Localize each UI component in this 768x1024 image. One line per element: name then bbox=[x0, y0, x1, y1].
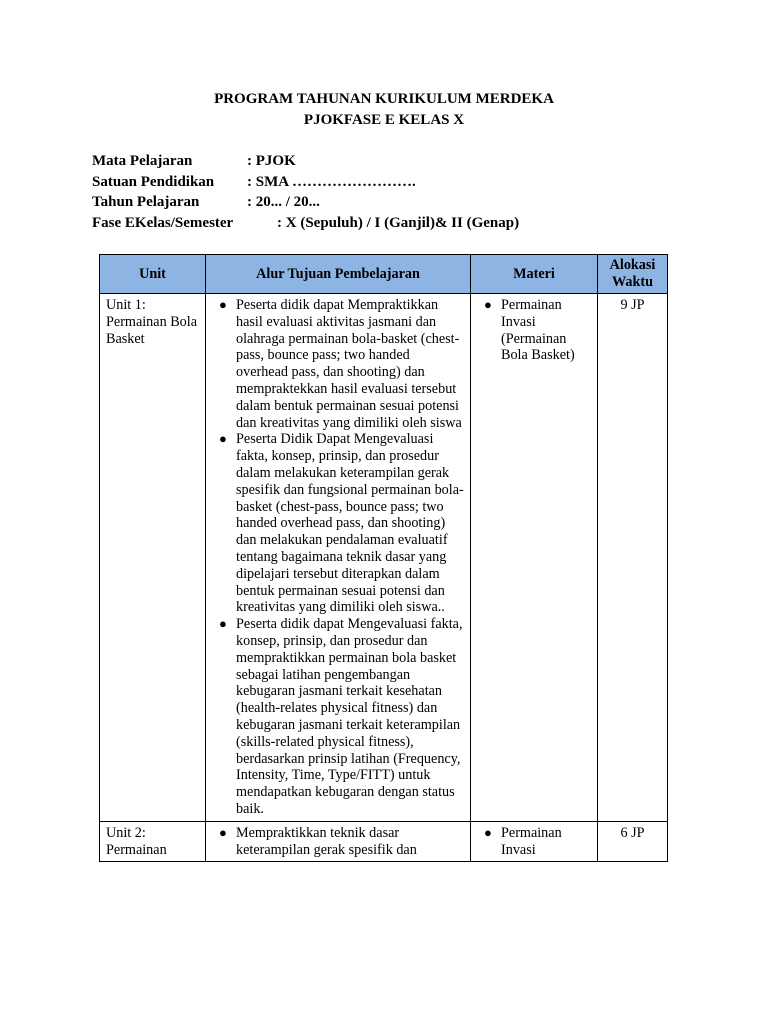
column-header-unit: Unit bbox=[100, 255, 206, 294]
atp-text: Peserta didik dapat Mempraktikkan hasil evaluasi aktivitas jasmani dan olahraga permainan bola-basket (chest-pass, bounce pass; two handed overhead pass, dan shooting) dan mempraktekkan hasil evaluasi tersebut dalam bentuk permainan sesuai potensi dan kreativitas yang dimiliki oleh siswa bbox=[236, 297, 462, 431]
waktu-cell: 9 JP bbox=[598, 294, 668, 822]
materi-cell bbox=[471, 294, 598, 822]
meta-value: : PJOK bbox=[247, 153, 296, 169]
atp-cell bbox=[206, 294, 471, 822]
list-item bbox=[212, 297, 464, 431]
column-header-atp: Alur Tujuan Pembelajaran bbox=[206, 255, 471, 294]
list-item bbox=[212, 825, 464, 859]
atp-text: Peserta didik dapat Mengevaluasi fakta, konsep, prinsip, dan prosedur dan mempraktikkan permainan bola basket sebagai latihan pengembangan kebugaran jasmani terkait kesehatan (health-relates physical fitness) dan kebugaran jasmani terkait keterampilan (skills-related physical fitness), berdasarkan prinsip latihan (Frequency, Intensity, Time, Type/FITT) untuk mendapatkan kebugaran dengan status baik. bbox=[236, 616, 463, 817]
meta-label: Tahun Pelajaran bbox=[92, 194, 200, 210]
meta-value: : SMA ……………………. bbox=[247, 173, 416, 190]
list-item bbox=[212, 431, 464, 616]
column-header-waktu: Alokasi Waktu bbox=[598, 255, 668, 294]
table-row bbox=[100, 821, 668, 862]
program-table bbox=[99, 254, 668, 862]
meta-label: Mata Pelajaran bbox=[92, 153, 193, 169]
table-header-row bbox=[100, 255, 668, 294]
list-item bbox=[477, 825, 591, 859]
materi-cell bbox=[471, 821, 598, 862]
bullet-icon: ● bbox=[219, 297, 227, 312]
column-header-materi: Materi bbox=[471, 255, 598, 294]
bullet-icon: ● bbox=[219, 824, 227, 840]
bullet-icon: ● bbox=[484, 824, 492, 840]
bullet-icon: ● bbox=[219, 616, 227, 632]
meta-label: Satuan Pendidikan bbox=[92, 173, 215, 190]
waktu-cell: 6 JP bbox=[598, 821, 668, 862]
materi-text: Permainan Invasi (Permainan Bola Basket) bbox=[501, 297, 575, 364]
document-subtitle: PJOKFASE E KELAS X bbox=[303, 112, 465, 128]
meta-label: Fase EKelas/Semester bbox=[92, 214, 234, 231]
unit-cell: Unit 1: Permainan Bola Basket bbox=[100, 294, 206, 822]
table-row bbox=[100, 294, 668, 822]
unit-cell: Unit 2: Permainan bbox=[100, 821, 206, 862]
bullet-icon: ● bbox=[219, 431, 227, 447]
meta-value: : X (Sepuluh) / I (Ganjil)& II (Genap) bbox=[277, 214, 520, 231]
list-item bbox=[477, 297, 591, 364]
list-item bbox=[212, 616, 464, 818]
bullet-icon: ● bbox=[484, 297, 492, 312]
materi-text: Permainan Invasi bbox=[501, 824, 562, 858]
meta-value: : 20... / 20... bbox=[247, 194, 320, 210]
atp-cell bbox=[206, 821, 471, 862]
atp-text: Mempraktikkan teknik dasar keterampilan gerak spesifik dan bbox=[236, 824, 417, 858]
atp-text: Peserta Didik Dapat Mengevaluasi fakta, konsep, prinsip, dan prosedur dalam melakukan keterampilan gerak spesifik dan fungsional permainan bola-basket (chest-pass, bounce pass; two handed overhead pass, dan shooting) dan melakukan pendalaman evaluatif tentang bagaimana teknik dasar yang dipelajari tersebut diterapkan dalam bentuk permainan sesuai potensi dan kreativitas yang dimiliki oleh siswa.. bbox=[236, 431, 464, 616]
document-title: PROGRAM TAHUNAN KURIKULUM MERDEKA bbox=[214, 91, 554, 107]
